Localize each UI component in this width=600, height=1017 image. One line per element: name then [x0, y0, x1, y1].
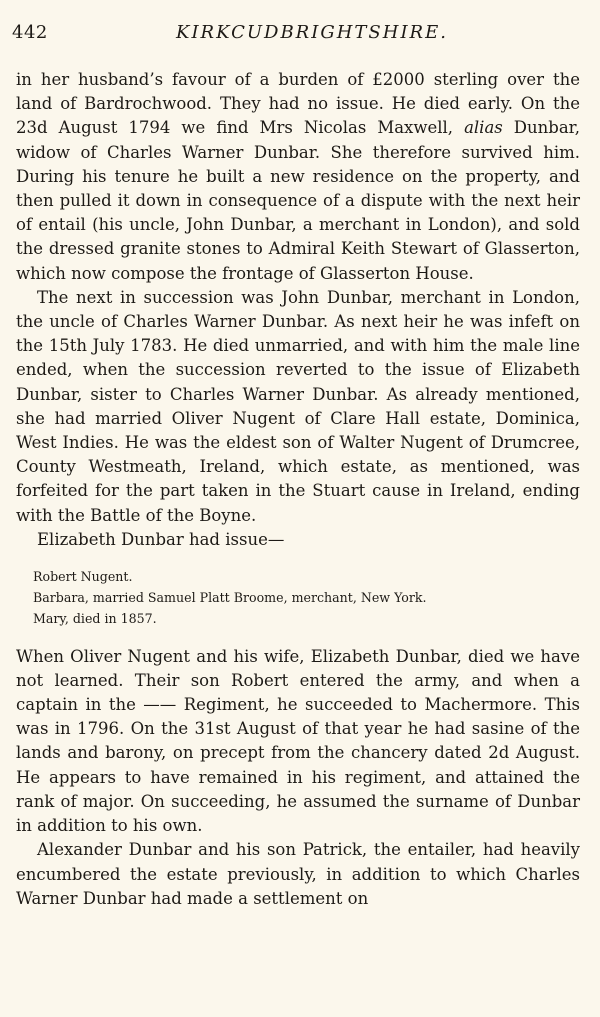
list-item: Robert Nugent. [33, 569, 133, 585]
running-title: KIRKCUDBRIGHTSHIRE. [176, 22, 448, 43]
list-item: Barbara, married Samuel Platt Broome, merchant, New York. [33, 590, 427, 606]
page-header [12, 22, 586, 50]
paragraph-5: Alexander Dunbar and his son Patrick, the entailer, had heavily encumbered the estate previously, in addition to which Charles Warner Dunbar had made a settlement on [16, 840, 580, 908]
paragraph-1-text-b: Dunbar, widow of Charles Warner Dunbar. She therefore survived him. During his tenure he built a new residence on the property, and then pulled it down in consequence of a dispute with the next heir of entail (his uncle, John Dunbar, a merchant in London), and sold the dressed granite stones to Admiral Keith Stewart of Glasserton, which now compose the frontage of Glasserton House. [16, 118, 580, 283]
paragraph-1 [16, 68, 580, 286]
remaining-text [16, 645, 580, 911]
page-number: 442 [12, 22, 48, 43]
paragraph-1-italic: alias [464, 118, 503, 138]
paragraph-3: Elizabeth Dunbar had issue— [37, 529, 285, 549]
list-item: Mary, died in 1857. [33, 611, 157, 627]
paragraph-4: When Oliver Nugent and his wife, Elizabeth Dunbar, died we have not learned. Their son Robert entered the army, and when a captain in the —— Regiment, he succeeded to Machermore. This was in 1796. On the 31st August of that year he had sasine of the lands and barony, on precept from the chancery dated 2d August. He appears to have remained in his regiment, and attained the rank of major. On succeeding, he assumed the surname of Dunbar in addition to his own. [16, 646, 580, 836]
paragraph-2: The next in succession was John Dunbar, merchant in London, the uncle of Charles Warner Dunbar. As next heir he was infeft on the 15th July 1783. He died unmarried, and with him the male line ended, when the succession reverted to the issue of Elizabeth Dunbar, sister to Charles Warner Dunbar. As already mentioned, she had married Oliver Nugent of Clare Hall estate, Dominica, West Indies. He was the eldest son of Walter Nugent of Drumcree, County Westmeath, Ireland, which estate, as mentioned, was forfeited for the part taken in the Stuart cause in Ireland, ending with the Battle of the Boyne. [16, 287, 580, 525]
body-text [16, 68, 580, 911]
issue-list [33, 566, 580, 630]
paragraph-1-text-a: in her husband’s favour of a burden of £2000 sterling over the land of Bardrochwood. They had no issue. He died early. On the 23d August 1794 we find Mrs Nicolas Maxwell, [16, 70, 580, 138]
